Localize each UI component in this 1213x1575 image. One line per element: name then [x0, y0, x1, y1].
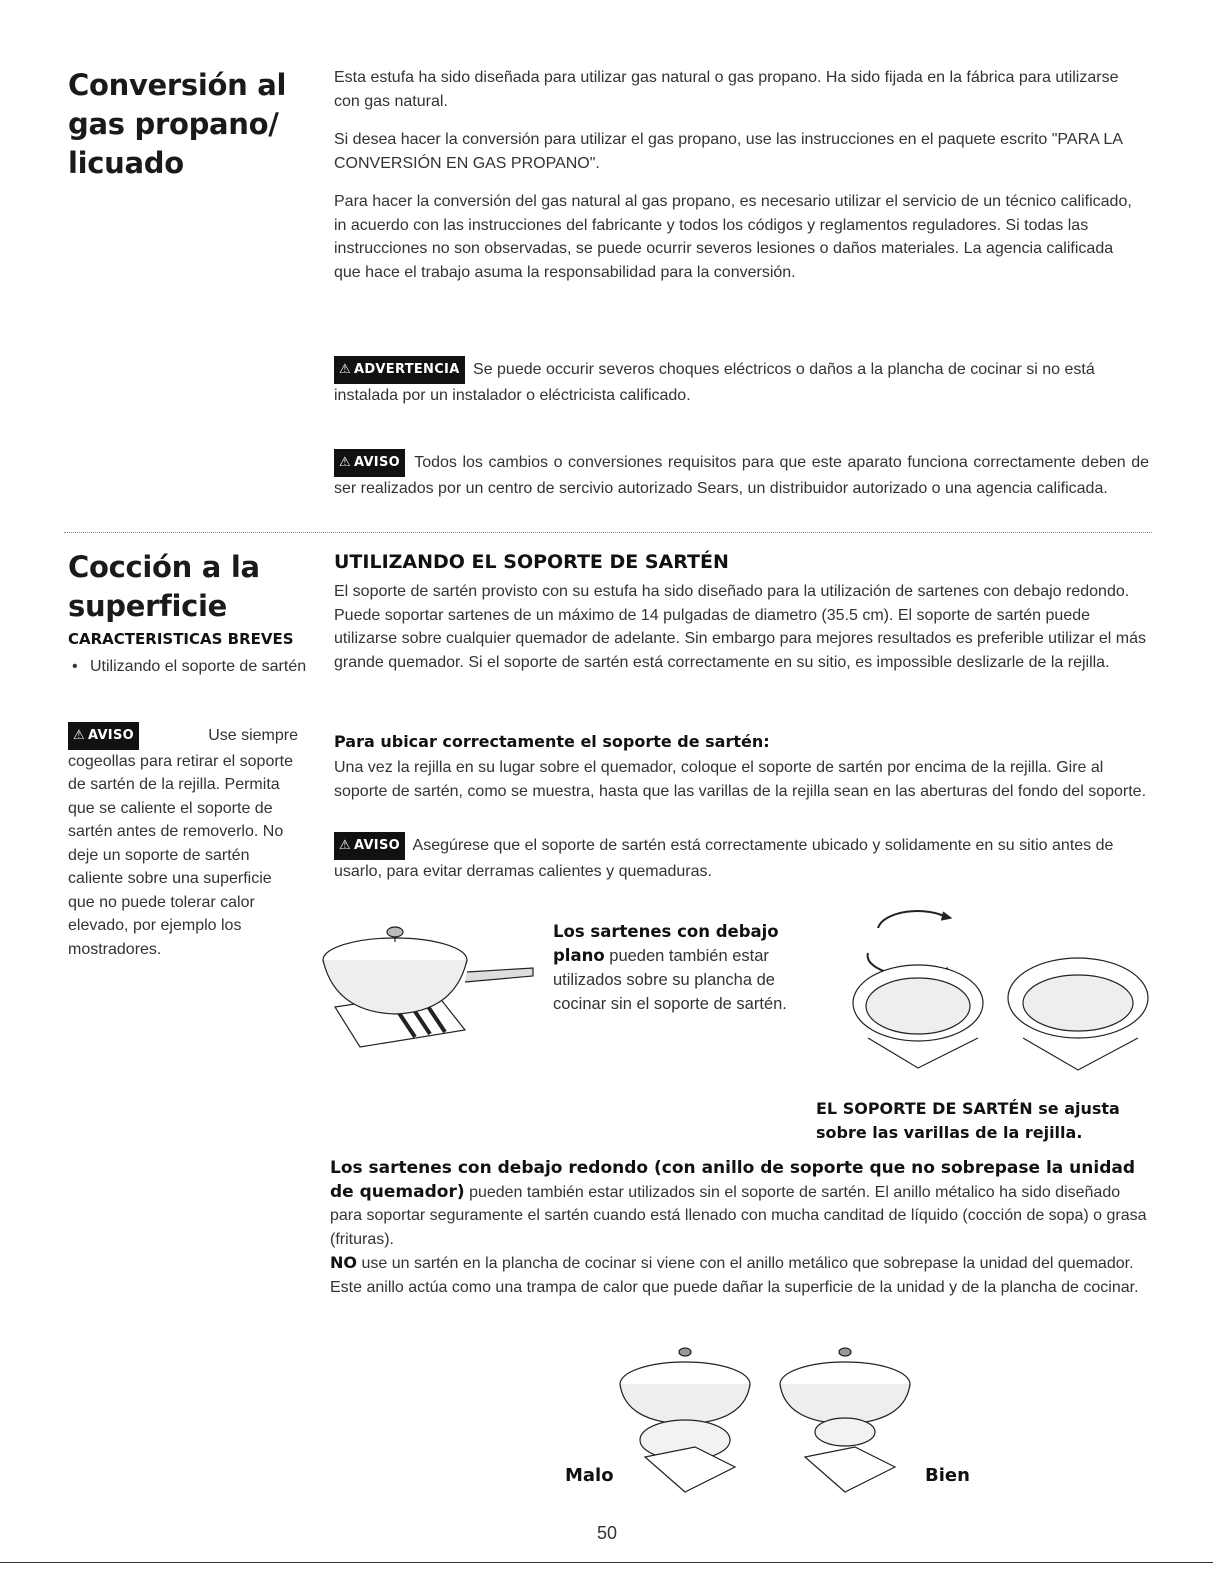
- notice-badge: [334, 832, 405, 860]
- paragraph: El soporte de sartén provisto con su estufa ha sido diseñado para la utilización de sartenes con debajo redondo. Puede soportar sartenes de un máximo de 14 pulgadas de diametro (35.5 cm). El soporte de sartén puede utilizarse sobre cualquier quemador de adelante. Sin embargo para mejores resultados es preferible utilizar el más grande quemador. Si el soporte de sartén está correctamente en su sitio, es impossible deslizarle de la rejilla.: [334, 583, 1146, 671]
- section-divider: [64, 532, 1152, 533]
- flat-pan-rest: pueden también estar utilizados sobre su plancha de cocinar sin el soporte de sartén.: [553, 947, 787, 1013]
- bottom-rule: [0, 1562, 1213, 1563]
- flat-pan-text: [553, 920, 828, 1016]
- flat-pan-illustration: [315, 912, 540, 1057]
- notice-label: AVISO: [353, 838, 400, 853]
- features-title: CARACTERISTICAS BREVES: [68, 630, 294, 648]
- round-pan-bold: Los sartenes con debajo redondo (con anillo de soporte que no sobrepase la unidad de quemador): [330, 1158, 1136, 1202]
- no-rest: use un sartén en la plancha de cocinar si viene con el anillo metálico que sobrepase la unidad del quemador. Este anillo actúa como una trampa de calor que puede dañar la superficie de la unidad y de la plancha de cocinar.: [330, 1255, 1139, 1296]
- round-pan-text: [330, 1157, 1150, 1299]
- howto-notice: [334, 832, 1152, 883]
- ring-caption-bold: EL SOPORTE DE SARTÉN: [816, 1099, 1033, 1118]
- features-list: [72, 655, 307, 679]
- howto-title: Para ubicar correctamente el soporte de sartén:: [334, 732, 770, 751]
- no-bold: NO: [330, 1253, 357, 1272]
- heading-line: licuado: [68, 146, 184, 180]
- paragraph: [330, 1251, 1150, 1299]
- heading-line: Cocción a la: [68, 550, 260, 584]
- conversion-body: [334, 66, 1144, 284]
- warning-triangle-icon: ⚠: [73, 728, 85, 743]
- ring-caption-rest: se ajusta sobre las varillas de la rejilla.: [816, 1099, 1120, 1142]
- page-number: 50: [597, 1523, 618, 1543]
- paragraph: Para hacer la conversión del gas natural al gas propano, es necesario utilizar el servicio de un técnico calificado, in acuerdo con las instrucciones del fabricante y todos los códigos y reglamentos reguladores. Si todas las instrucciones no son observadas, se puede ocurrir severos lesiones o daños materiales. La agencia calificada que hace el trabajo asuma la responsabilidad para la conversión.: [334, 193, 1132, 281]
- section-heading-coccion: [68, 548, 318, 626]
- good-label: Bien: [925, 1465, 970, 1486]
- list-item-label: Utilizando el soporte de sartén: [90, 658, 307, 675]
- side-notice-text: cogeollas para retirar el soporte de sartén de la rejilla. Permita que se caliente el soporte de sartén antes de removerlo. No deje un soporte de sartén caliente sobre una superficie que no puede tolerar calor elevado, por ejemplo los mostradores.: [68, 752, 294, 958]
- side-notice: [68, 722, 298, 961]
- bad-label: Malo: [565, 1465, 614, 1486]
- warning-triangle-icon: ⚠: [339, 455, 351, 470]
- list-item: [72, 655, 307, 679]
- notice-badge: [68, 722, 139, 750]
- howto-notice-text: Asegúrese que el soporte de sartén está correctamente ubicado y solidamente en su sitio antes de usarlo, para evitar derramas calientes y quemaduras.: [334, 837, 1114, 880]
- heading-line: Conversión al: [68, 68, 287, 102]
- paragraph: [330, 1157, 1150, 1251]
- flat-pan-bold: Los sartenes con debajo plano: [553, 922, 779, 965]
- ring-caption: [816, 1097, 1136, 1145]
- round-pan-rest: pueden también estar utilizados sin el soporte de sartén. El anillo métalico ha sido diseñado para soportar seguramente el sartén cuando está llenado con mucha canditad de líquido (cocción de sopa) o grasa (frituras).: [330, 1183, 1147, 1248]
- warning-text: Se puede occurir severos choques eléctricos o daños a la plancha de cocinar si no está instalada por un instalador o eléctricista calificado.: [334, 361, 1095, 404]
- bad-wok-illustration: [615, 1342, 765, 1502]
- paragraph: Una vez la rejilla en su lugar sobre el quemador, coloque el soporte de sartén por encima de la rejilla. Gire al soporte de sartén, como se muestra, hasta que las varillas de la rejilla sean en las aberturas del fondo del soporte.: [334, 759, 1147, 800]
- paragraph: Si desea hacer la conversión para utilizar el gas propano, use las instrucciones en el paquete escrito "PARA LA CONVERSIÓN EN GAS PROPANO".: [334, 131, 1123, 172]
- side-notice-first: Use siempre: [208, 727, 298, 744]
- notice-badge: [334, 449, 405, 477]
- warning-badge: [334, 356, 465, 384]
- howto-text: [334, 756, 1152, 803]
- soporte-intro: [334, 580, 1152, 674]
- paragraph: Esta estufa ha sido diseñada para utilizar gas natural o gas propano. Ha sido fijada en la fábrica para utilizarse con gas natural.: [334, 69, 1119, 110]
- notice-block: [334, 449, 1149, 500]
- warning-block: [334, 356, 1149, 407]
- notice-label: AVISO: [87, 728, 134, 743]
- notice-label: AVISO: [353, 455, 400, 470]
- warning-triangle-icon: ⚠: [339, 838, 351, 853]
- section-heading-conversion: [68, 66, 308, 183]
- good-wok-illustration: [775, 1342, 925, 1502]
- notice-text: Todos los cambios o conversiones requisitos para que este aparato funciona correctamente deben de ser realizados por un centro de sercivio autorizado Sears, un distribuidor autorizado o una agencia calificada.: [334, 454, 1150, 497]
- warning-triangle-icon: ⚠: [339, 362, 351, 377]
- heading-line: superficie: [68, 589, 227, 623]
- heading-line: gas propano/: [68, 107, 279, 141]
- warning-label: ADVERTENCIA: [353, 362, 460, 377]
- subheading-soporte: UTILIZANDO EL SOPORTE DE SARTÉN: [334, 551, 729, 573]
- ring-support-illustration: [838, 898, 1158, 1088]
- bullet-icon: •: [72, 658, 78, 675]
